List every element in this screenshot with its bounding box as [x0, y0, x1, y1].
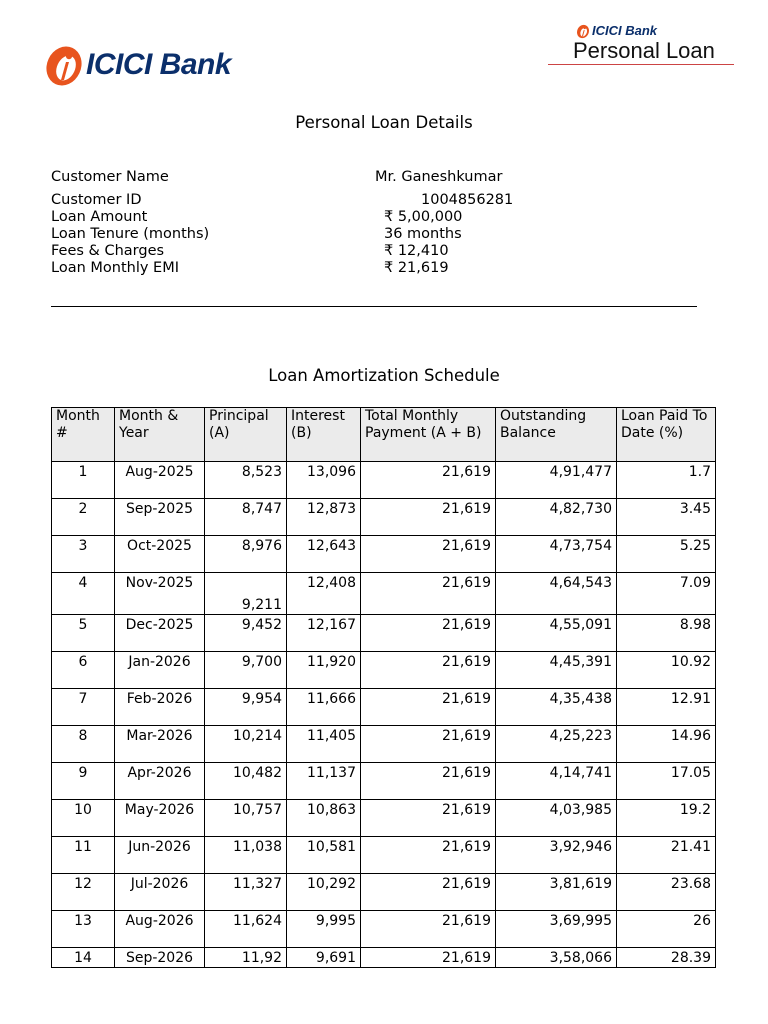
outstanding-balance-cell: 3,58,066 — [496, 948, 617, 968]
month-year-cell: Sep-2025 — [115, 499, 205, 536]
outstanding-balance-cell: 4,73,754 — [496, 536, 617, 573]
principal-cell: 11,624 — [205, 911, 287, 948]
loan-amount-label: Loan Amount — [51, 209, 148, 225]
interest-cell: 9,995 — [287, 911, 361, 948]
principal-cell: 11,327 — [205, 874, 287, 911]
total-payment-cell: 21,619 — [361, 615, 496, 652]
table-row — [52, 615, 716, 652]
product-logo-rule — [548, 64, 734, 65]
interest-cell: 11,666 — [287, 689, 361, 726]
table-row — [52, 948, 716, 968]
month-year-cell: Jun-2026 — [115, 837, 205, 874]
customer-name-value: Mr. Ganeshkumar — [375, 169, 503, 185]
month-year-cell: Dec-2025 — [115, 615, 205, 652]
interest-cell: 12,643 — [287, 536, 361, 573]
month-number-cell: 3 — [52, 536, 115, 573]
total-payment-cell: 21,619 — [361, 652, 496, 689]
customer-name-label: Customer Name — [51, 169, 169, 185]
total-payment-cell: 21,619 — [361, 948, 496, 968]
month-number-cell: 8 — [52, 726, 115, 763]
bank-name: ICICI Bank — [86, 48, 232, 81]
loan-tenure-value: 36 months — [384, 226, 462, 242]
month-number-cell: 9 — [52, 763, 115, 800]
month-year-cell: May-2026 — [115, 800, 205, 837]
outstanding-balance-cell: 4,55,091 — [496, 615, 617, 652]
fees-charges-value: ₹ 12,410 — [384, 243, 449, 259]
outstanding-balance-cell: 4,91,477 — [496, 462, 617, 499]
month-year-cell: Jul-2026 — [115, 874, 205, 911]
principal-cell: 10,757 — [205, 800, 287, 837]
customer-id-label: Customer ID — [51, 192, 142, 208]
monthly-emi-label: Loan Monthly EMI — [51, 260, 179, 276]
principal-cell: 10,482 — [205, 763, 287, 800]
paid-to-date-cell: 7.09 — [617, 573, 716, 615]
interest-cell: 11,405 — [287, 726, 361, 763]
interest-cell: 10,581 — [287, 837, 361, 874]
paid-to-date-cell: 23.68 — [617, 874, 716, 911]
bank-logo — [44, 44, 274, 92]
bank-name-small: ICICI Bank — [592, 23, 658, 38]
month-number-cell: 13 — [52, 911, 115, 948]
interest-cell: 10,292 — [287, 874, 361, 911]
table-row — [52, 726, 716, 763]
paid-to-date-cell: 12.91 — [617, 689, 716, 726]
month-year-cell: Nov-2025 — [115, 573, 205, 615]
outstanding-balance-cell: 4,14,741 — [496, 763, 617, 800]
principal-cell: 11,92 — [205, 948, 287, 968]
product-logo — [548, 18, 734, 70]
column-header: Outstanding Balance — [496, 408, 617, 462]
table-row — [52, 536, 716, 573]
month-number-cell: 14 — [52, 948, 115, 968]
month-year-cell: Sep-2026 — [115, 948, 205, 968]
principal-cell: 9,211 — [205, 573, 287, 615]
table-row — [52, 911, 716, 948]
month-number-cell: 10 — [52, 800, 115, 837]
outstanding-balance-cell: 4,03,985 — [496, 800, 617, 837]
column-header: Interest (B) — [287, 408, 361, 462]
paid-to-date-cell: 19.2 — [617, 800, 716, 837]
paid-to-date-cell: 1.7 — [617, 462, 716, 499]
interest-cell: 11,920 — [287, 652, 361, 689]
total-payment-cell: 21,619 — [361, 689, 496, 726]
principal-cell: 10,214 — [205, 726, 287, 763]
paid-to-date-cell: 10.92 — [617, 652, 716, 689]
table-header-row — [52, 408, 716, 462]
total-payment-cell: 21,619 — [361, 837, 496, 874]
table-row — [52, 499, 716, 536]
column-header: Principal (A) — [205, 408, 287, 462]
month-year-cell: Oct-2025 — [115, 536, 205, 573]
table-row — [52, 652, 716, 689]
column-header: Month # — [52, 408, 115, 462]
principal-cell: 11,038 — [205, 837, 287, 874]
outstanding-balance-cell: 4,64,543 — [496, 573, 617, 615]
loan-amount-value: ₹ 5,00,000 — [384, 209, 463, 225]
outstanding-balance-cell: 3,92,946 — [496, 837, 617, 874]
paid-to-date-cell: 26 — [617, 911, 716, 948]
month-number-cell: 11 — [52, 837, 115, 874]
section-divider — [51, 306, 697, 307]
column-header: Total Monthly Payment (A + B) — [361, 408, 496, 462]
total-payment-cell: 21,619 — [361, 874, 496, 911]
column-header: Loan Paid To Date (%) — [617, 408, 716, 462]
month-number-cell: 12 — [52, 874, 115, 911]
total-payment-cell: 21,619 — [361, 499, 496, 536]
table-row — [52, 874, 716, 911]
month-number-cell: 5 — [52, 615, 115, 652]
details-title: Personal Loan Details — [295, 113, 473, 132]
interest-cell: 12,873 — [287, 499, 361, 536]
product-name: Personal Loan — [573, 38, 715, 63]
customer-id-value: 1004856281 — [421, 192, 514, 208]
interest-cell: 9,691 — [287, 948, 361, 968]
total-payment-cell: 21,619 — [361, 573, 496, 615]
interest-cell: 12,408 — [287, 573, 361, 615]
month-number-cell: 2 — [52, 499, 115, 536]
interest-cell: 13,096 — [287, 462, 361, 499]
total-payment-cell: 21,619 — [361, 800, 496, 837]
outstanding-balance-cell: 4,25,223 — [496, 726, 617, 763]
outstanding-balance-cell: 4,45,391 — [496, 652, 617, 689]
principal-cell: 8,747 — [205, 499, 287, 536]
interest-cell: 12,167 — [287, 615, 361, 652]
schedule-title: Loan Amortization Schedule — [268, 366, 500, 385]
loan-tenure-label: Loan Tenure (months) — [51, 226, 210, 242]
total-payment-cell: 21,619 — [361, 462, 496, 499]
month-year-cell: Jan-2026 — [115, 652, 205, 689]
outstanding-balance-cell: 3,69,995 — [496, 911, 617, 948]
total-payment-cell: 21,619 — [361, 763, 496, 800]
column-header: Month & Year — [115, 408, 205, 462]
total-payment-cell: 21,619 — [361, 726, 496, 763]
month-year-cell: Mar-2026 — [115, 726, 205, 763]
principal-cell: 8,976 — [205, 536, 287, 573]
table-row — [52, 800, 716, 837]
paid-to-date-cell: 8.98 — [617, 615, 716, 652]
bank-logo-small-icon — [576, 24, 590, 39]
paid-to-date-cell: 17.05 — [617, 763, 716, 800]
total-payment-cell: 21,619 — [361, 911, 496, 948]
amortization-table — [51, 407, 716, 968]
interest-cell: 11,137 — [287, 763, 361, 800]
month-year-cell: Aug-2026 — [115, 911, 205, 948]
principal-cell: 9,700 — [205, 652, 287, 689]
principal-cell: 8,523 — [205, 462, 287, 499]
total-payment-cell: 21,619 — [361, 536, 496, 573]
month-number-cell: 4 — [52, 573, 115, 615]
outstanding-balance-cell: 4,35,438 — [496, 689, 617, 726]
month-number-cell: 1 — [52, 462, 115, 499]
paid-to-date-cell: 3.45 — [617, 499, 716, 536]
month-year-cell: Aug-2025 — [115, 462, 205, 499]
principal-cell: 9,954 — [205, 689, 287, 726]
outstanding-balance-cell: 3,81,619 — [496, 874, 617, 911]
table-row — [52, 837, 716, 874]
interest-cell: 10,863 — [287, 800, 361, 837]
month-number-cell: 7 — [52, 689, 115, 726]
table-row — [52, 689, 716, 726]
month-year-cell: Apr-2026 — [115, 763, 205, 800]
month-number-cell: 6 — [52, 652, 115, 689]
fees-charges-label: Fees & Charges — [51, 243, 165, 259]
paid-to-date-cell: 5.25 — [617, 536, 716, 573]
paid-to-date-cell: 14.96 — [617, 726, 716, 763]
outstanding-balance-cell: 4,82,730 — [496, 499, 617, 536]
table-row — [52, 763, 716, 800]
month-year-cell: Feb-2026 — [115, 689, 205, 726]
monthly-emi-value: ₹ 21,619 — [384, 260, 449, 276]
table-row — [52, 462, 716, 499]
paid-to-date-cell: 28.39 — [617, 948, 716, 968]
principal-cell: 9,452 — [205, 615, 287, 652]
bank-logo-icon — [44, 44, 84, 88]
paid-to-date-cell: 21.41 — [617, 837, 716, 874]
table-row — [52, 573, 716, 615]
